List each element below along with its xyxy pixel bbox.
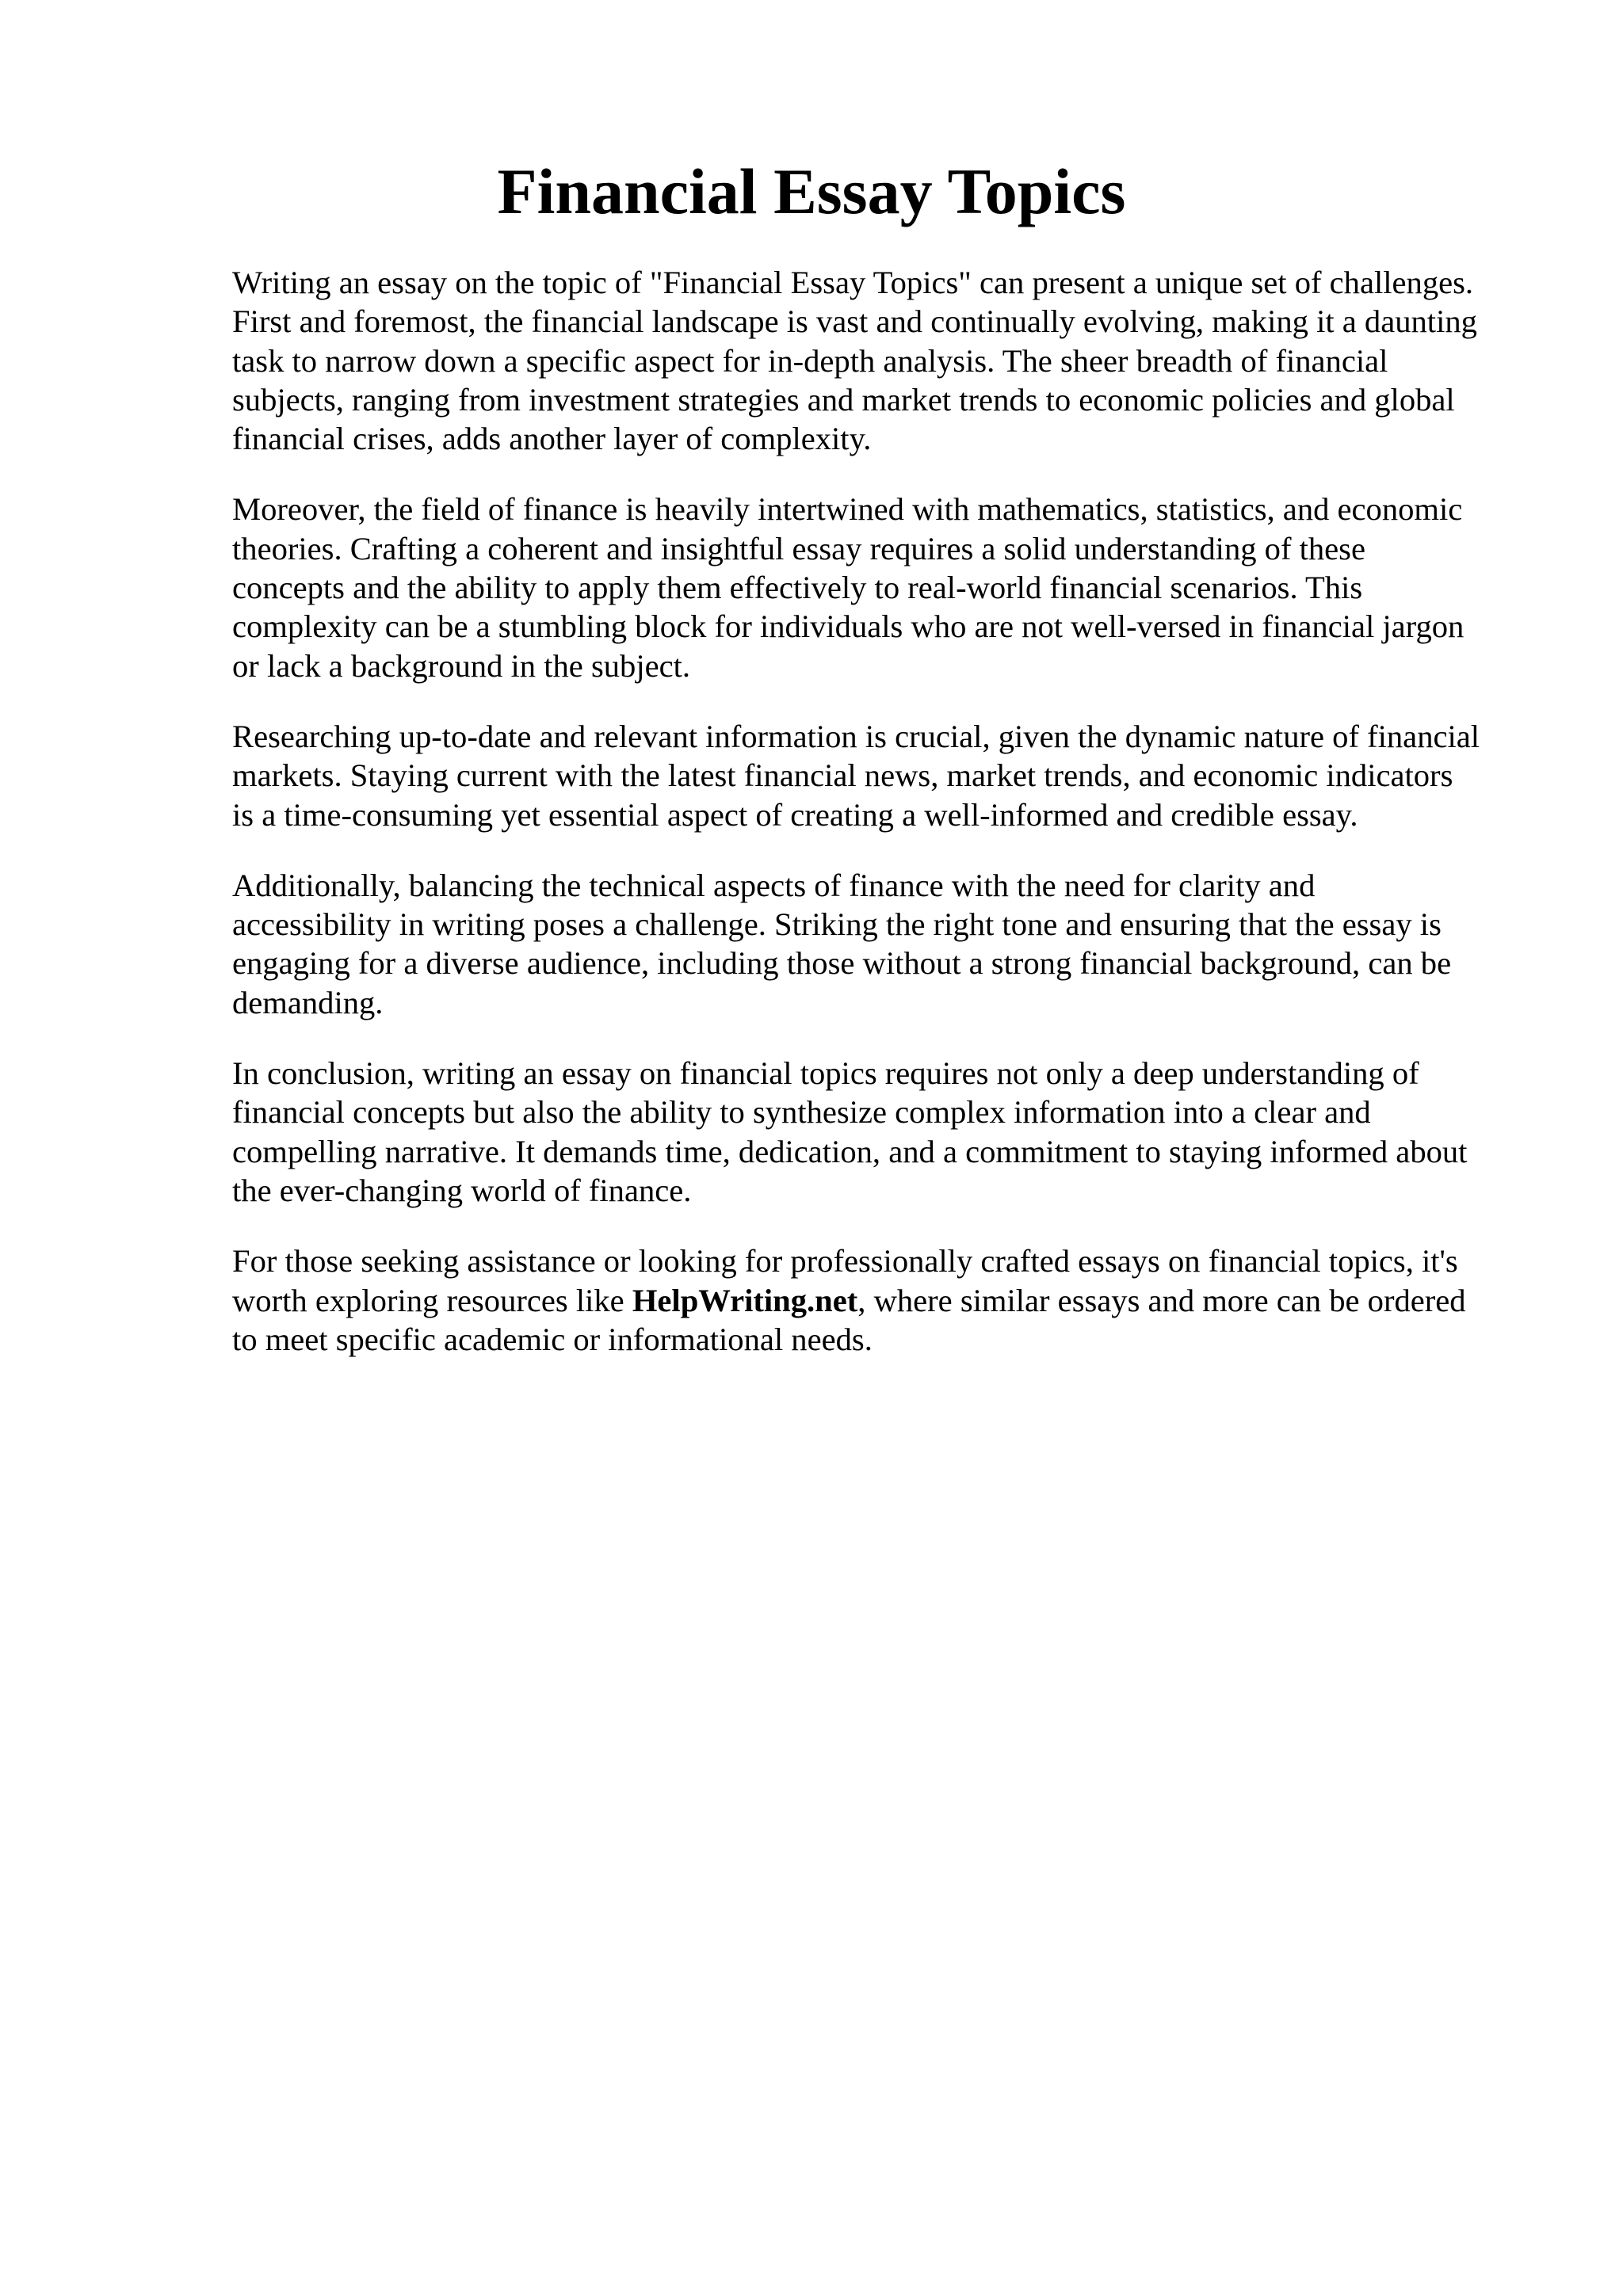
paragraph-line: compelling narrative. It demands time, dedication, and a commitment to staying informed about	[232, 1133, 1468, 1169]
paragraph-intro	[232, 263, 1516, 458]
paragraph-line: In conclusion, writing an essay on financial topics requires not only a deep understanding of	[232, 1055, 1419, 1092]
paragraph-line: or lack a background in the subject.	[232, 647, 691, 684]
document-title: Financial Essay Topics	[497, 155, 1126, 227]
paragraph-line: the ever-changing world of finance.	[232, 1172, 692, 1208]
paragraph-line: markets. Staying current with the latest financial news, market trends, and economic indicators	[232, 757, 1453, 794]
paragraph-line: engaging for a diverse audience, including those without a strong financial background, can be	[232, 945, 1452, 982]
paragraph-line: Additionally, balancing the technical aspects of finance with the need for clarity and	[232, 867, 1316, 903]
paragraph-line: to meet specific academic or informational needs.	[232, 1321, 873, 1357]
paragraph-line: accessibility in writing poses a challenge. Striking the right tone and ensuring that the essay is	[232, 906, 1442, 943]
paragraph-line: First and foremost, the financial landscape is vast and continually evolving, making it a daunting	[232, 303, 1477, 340]
closing-text-before-link: worth exploring resources like	[232, 1282, 632, 1318]
paragraph-line: financial concepts but also the ability to synthesize complex information into a clear and	[232, 1094, 1371, 1131]
paragraph-line: theories. Crafting a coherent and insightful essay requires a solid understanding of these	[232, 530, 1365, 566]
paragraph-conclusion	[232, 1054, 1516, 1210]
paragraph-line-with-link	[232, 1281, 1516, 1320]
paragraph-line: subjects, ranging from investment strategies and market trends to economic policies and global	[232, 381, 1455, 418]
paragraph-line: Moreover, the field of finance is heavily intertwined with mathematics, statistics, and economic	[232, 491, 1463, 528]
document-body	[232, 263, 1516, 1390]
paragraph-line: financial crises, adds another layer of complexity.	[232, 421, 872, 457]
paragraph-research	[232, 717, 1516, 834]
paragraph-line: task to narrow down a specific aspect for in-depth analysis. The sheer breadth of financial	[232, 342, 1388, 379]
paragraph-line: Researching up-to-date and relevant information is crucial, given the dynamic nature of financial	[232, 718, 1480, 754]
paragraph-closing	[232, 1241, 1516, 1359]
helpwriting-link[interactable]: HelpWriting.net	[632, 1282, 858, 1318]
paragraph-line: concepts and the ability to apply them effectively to real-world financial scenarios. This	[232, 570, 1363, 606]
paragraph-line: demanding.	[232, 984, 384, 1020]
paragraph-line: Writing an essay on the topic of "Financial Essay Topics" can present a unique set of challenges.	[232, 265, 1474, 300]
paragraph-line: is a time-consuming yet essential aspect of creating a well-informed and credible essay.	[232, 796, 1358, 833]
paragraph-line: For those seeking assistance or looking for professionally crafted essays on financial topics, it's	[232, 1243, 1458, 1280]
paragraph-additionally	[232, 866, 1516, 1022]
paragraph-line: complexity can be a stumbling block for individuals who are not well-versed in financial jargon	[232, 608, 1465, 645]
closing-text-after-link: , where similar essays and more can be ordered	[857, 1282, 1466, 1318]
paragraph-moreover	[232, 490, 1516, 685]
